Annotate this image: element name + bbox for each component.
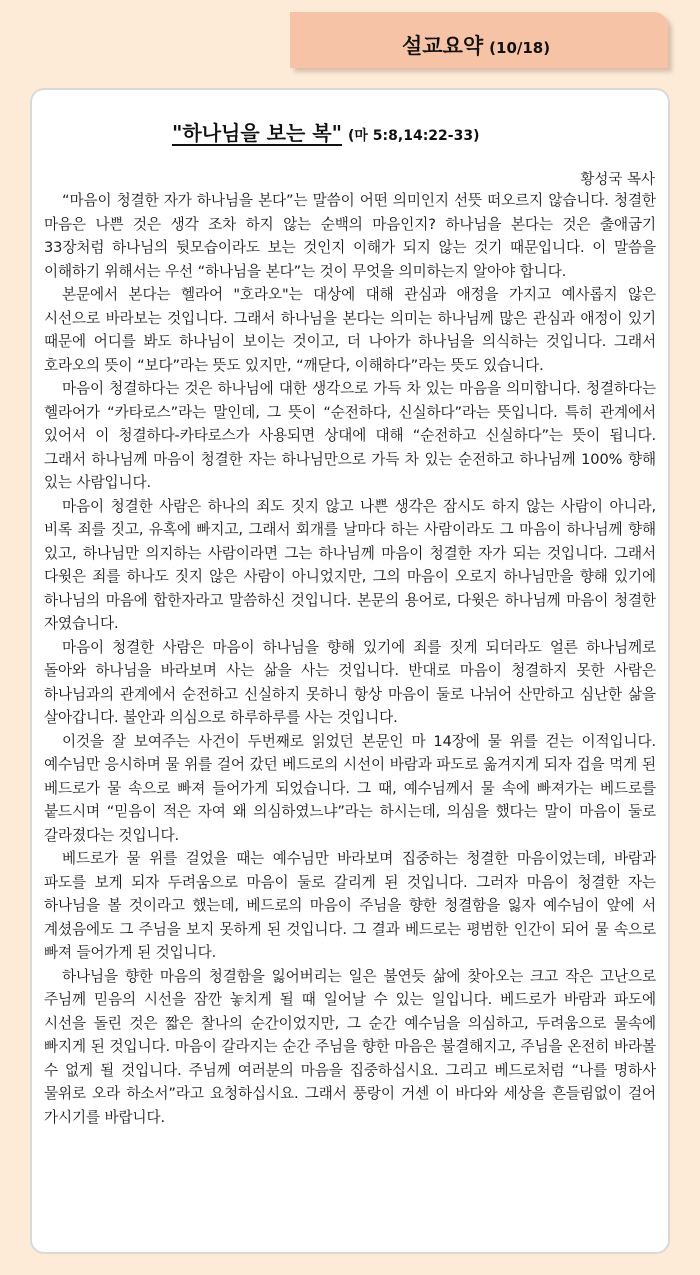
paragraph: 마음이 청결한 사람은 마음이 하나님을 향해 있기에 죄를 짓게 되더라도 얼른 하나님께로 돌아와 하나님을 바라보며 사는 삶을 사는 것입니다. 반대로 마음이 청결하지 못한 사람은 하나님과의 관계에서 순전하고 신실하지 못하니 항상 마음이 둘로 나뉘어 산만하고 심난한 삶을 살아갑니다. 불안과 의심으로 하루하루를 사는 것입니다. — [44, 638, 656, 726]
header-title-text: 설교요약 — [402, 34, 484, 58]
paragraph: 베드로가 물 위를 걸었을 때는 예수님만 바라보며 집중하는 청결한 마음이었는데, 바람과 파도를 보게 되자 두려움으로 마음이 둘로 갈리게 된 것입니다. 그러자 마음이 청결한 자는 하나님을 볼 것이라고 했는데, 베드로의 마음이 주님을 향한 청결함을 잃자 예수님이 앞에 서 계셨음에도 그 주님을 보지 못하게 된 것입니다. 그 결과 베드로는 평범한 인간이 되어 물 속으로 빠져 들어가게 된 것입니다. — [44, 850, 656, 961]
page-title — [402, 30, 550, 60]
sermon-title — [172, 117, 479, 146]
paragraph: 본문에서 본다는 헬라어 "호라오"는 대상에 대해 관심과 애정을 가지고 예사롭지 않은 시선으로 바라보는 것입니다. 그래서 하나님을 본다는 의미는 하나님께 많은 관심과 애정이 있기 때문에 어디를 봐도 하나님이 보이는 것이고, 더 나아가 하나님을 의식하는 것입니다. 그래서 호라오의 뜻이 “보다”라는 뜻도 있지만, “깨닫다, 이해하다”라는 뜻도 있습니다. — [44, 286, 656, 374]
author-name: 황성국 목사 — [580, 172, 655, 188]
paragraph: 마음이 청결한 사람은 하나의 죄도 짓지 않고 나쁜 생각은 잠시도 하지 않는 사람이 아니라, 비록 죄를 짓고, 유혹에 빠지고, 그래서 회개를 날마다 하는 사람이라도 그 마음이 하나님께 향해 있고, 하나님만 의지하는 사람이라면 그는 하나님께 마음이 청결한 자가 되는 것입니다. 그래서 다윗은 죄를 하나도 짓지 않은 사람이 아니었지만, 그의 마음이 오로지 하나님만을 향해 있기에 하나님의 마음에 합한자라고 말씀하신 것입니다. 본문의 용어로, 다윗은 하나님께 마음이 청결한 자였습니다. — [44, 497, 656, 632]
paragraph: 마음이 청결하다는 것은 하나님에 대한 생각으로 가득 차 있는 마음을 의미합니다. 청결하다는 헬라어가 “카타로스”라는 말인데, 그 뜻이 “순전하다, 신실하다”라는 뜻입니다. 특히 관계에서 있어서 이 청결하다-카타로스가 사용되면 상대에 대해 “순전하고 신실하다”는 뜻이 됩니다. 그래서 하나님께 마음이 청결한 자는 하나님만으로 가득 차 있는 순전하고 하나님께 100% 향해 있는 사람입니다. — [44, 380, 656, 491]
paragraph: 이것을 잘 보여주는 사건이 두번째로 읽었던 본문인 마 14장에 물 위를 걷는 이적입니다. 예수님만 응시하며 물 위를 걸어 갔던 베드로의 시선이 바람과 파도로 옮겨지게 되자 겁을 먹게 된 베드로가 물 속으로 빠져 들어가게 되었습니다. 그 때, 예수님께서 물 속에 빠져가는 베드로를 붙드시며 “믿음이 적은 자여 왜 의심하였느냐”라는 하시는데, 의심을 했다는 말이 마음이 둘로 갈라졌다는 것입니다. — [44, 732, 656, 844]
sermon-title-text: "하나님을 보는 복" — [172, 121, 343, 145]
header-date: (10/18) — [489, 39, 551, 57]
sermon-body — [44, 189, 656, 1129]
paragraph: 하나님을 향한 마음의 청결함을 잃어버리는 일은 불연듯 삶에 찾아오는 크고 작은 고난으로 주님께 믿음의 시선을 잠깐 놓치게 될 때 일어날 수 있는 일입니다. 베드로가 바람과 파도에 시선을 돌린 것은 짧은 찰나의 순간이었지만, 그 순간 예수님을 의심하고, 두려움으로 물속에 빠지게 된 것입니다. 마음이 갈라지는 순간 주님을 향한 마음은 불결해지고, 주님을 온전히 바라볼 수 없게 될 것입니다. 주님께 여러분의 마음을 집중하십시요. 그리고 베드로처럼 “나를 명하사 물위로 오라 하소서”라고 요청하십시요. 그래서 풍랑이 거센 이 바다와 세상을 흔들림없이 걸어 가시기를 바랍니다. — [44, 967, 656, 1126]
scripture-reference: (마 5:8,14:22-33) — [348, 128, 480, 144]
paragraph: “마음이 청결한 자가 하나님을 본다”는 말씀이 어떤 의미인지 선뜻 떠오르지 않습니다. 청결한 마음은 나쁜 것은 생각 조차 하지 않는 순백의 마음인지? 하나님을 본다는 것은 출애굽기 33장처럼 하나님의 뒷모습이라도 보는 것인지 이해가 되지 않는 것기 때문입니다. 이 말씀을 이해하기 위해서는 우선 “하나님을 본다”는 것이 무엇을 의미하는지 알아야 합니다. — [44, 192, 656, 280]
